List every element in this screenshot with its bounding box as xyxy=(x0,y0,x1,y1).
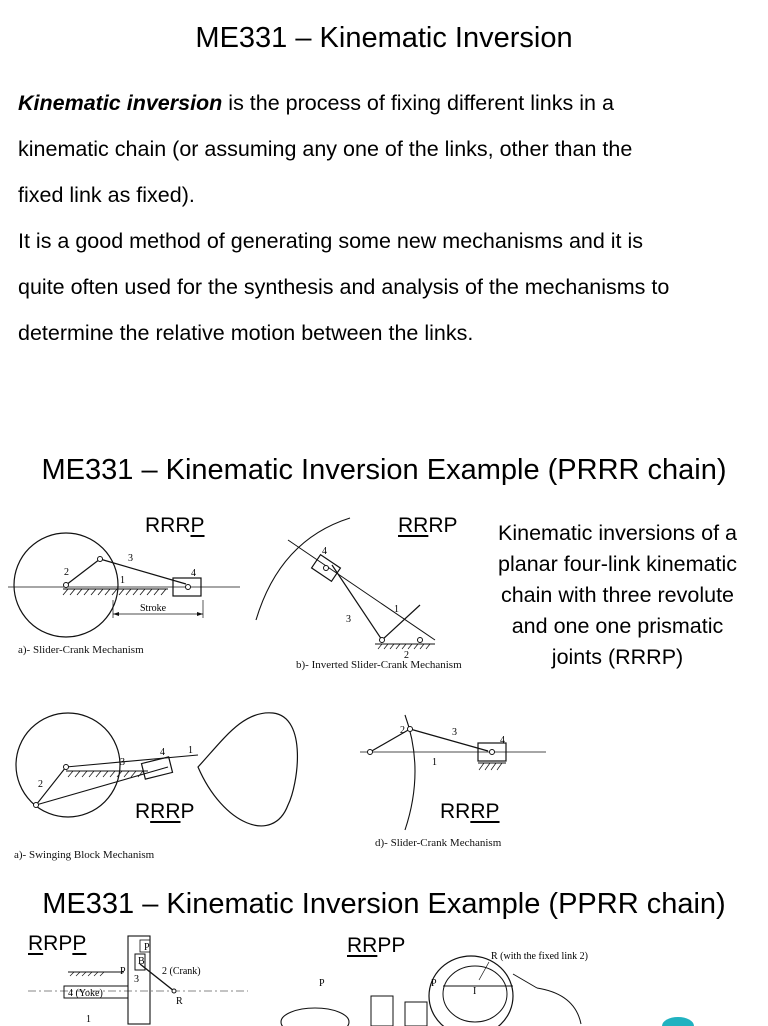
svg-text:2: 2 xyxy=(400,725,405,736)
svg-text:4: 4 xyxy=(160,747,165,758)
side-note: Kinematic inversions of a planar four-link kinematic chain with three revolute and one one prismatic joints (RRRP) xyxy=(498,521,737,669)
stroke-label: Stroke xyxy=(140,603,167,614)
yoke-label: 4 (Yoke) xyxy=(68,988,103,999)
slide3-title: ME331 – Kinematic Inversion Example (PPRR chain) xyxy=(42,888,726,920)
svg-text:1: 1 xyxy=(120,575,125,586)
svg-text:B: B xyxy=(138,956,145,967)
svg-text:P: P xyxy=(319,978,325,989)
chain-code-left: RRPP xyxy=(28,932,87,955)
svg-text:P: P xyxy=(120,966,126,977)
svg-text:3: 3 xyxy=(134,974,139,985)
swinging-block-diagram xyxy=(8,705,298,845)
svg-text:4: 4 xyxy=(322,546,327,557)
fixed-link-note: R (with the fixed link 2) xyxy=(491,951,588,962)
caption-swinging-block: a)- Swinging Block Mechanism xyxy=(14,849,155,861)
svg-text:2: 2 xyxy=(64,567,69,578)
slide1-body xyxy=(18,80,753,356)
body-line-6: determine the relative motion between the links. xyxy=(18,321,474,345)
caption-slider-crank: a)- Slider-Crank Mechanism xyxy=(18,644,144,656)
crank-label: 2 (Crank) xyxy=(162,966,201,977)
svg-text:3: 3 xyxy=(452,727,457,738)
svg-text:2: 2 xyxy=(38,779,43,790)
definition-line xyxy=(18,80,753,126)
svg-text:1: 1 xyxy=(394,604,399,615)
svg-text:3: 3 xyxy=(346,614,351,625)
svg-text:4: 4 xyxy=(191,568,196,579)
svg-text:P: P xyxy=(144,942,150,953)
body-line-3: fixed link as fixed). xyxy=(18,183,195,207)
svg-text:P: P xyxy=(431,978,437,989)
caption-inverted-slider-crank: b)- Inverted Slider-Crank Mechanism xyxy=(296,659,462,671)
svg-text:2: 2 xyxy=(404,650,409,661)
body-line-2: kinematic chain (or assuming any one of the links, other than the xyxy=(18,137,633,161)
slider-crank-diagram xyxy=(8,540,248,660)
svg-text:4: 4 xyxy=(500,735,505,746)
chain-code-a: RRRP xyxy=(145,514,205,537)
chain-code-c: RRRP xyxy=(135,800,195,823)
definition-text: is the process of fixing different links in a xyxy=(222,91,614,115)
body-line-4: It is a good method of generating some new mechanisms and it is xyxy=(18,229,644,253)
svg-text:3: 3 xyxy=(120,757,125,768)
svg-text:R: R xyxy=(176,996,183,1007)
definition-term: Kinematic inversion xyxy=(18,91,223,115)
chain-code-right: RRPP xyxy=(347,934,406,957)
svg-text:I: I xyxy=(473,986,477,997)
scotch-yoke-diagram xyxy=(28,934,258,1024)
inverted-slider-crank-diagram xyxy=(250,510,470,660)
svg-text:1: 1 xyxy=(188,745,193,756)
chain-code-d: RRRP xyxy=(440,800,500,823)
oldham-coupling-diagram xyxy=(275,944,605,1024)
chain-code-b: RRRP xyxy=(398,514,458,537)
svg-text:3: 3 xyxy=(128,553,133,564)
slide1-title: ME331 – Kinematic Inversion xyxy=(195,22,573,54)
slide2-title: ME331 – Kinematic Inversion Example (PRRR chain) xyxy=(41,454,727,486)
svg-text:1: 1 xyxy=(86,1014,91,1025)
svg-text:1: 1 xyxy=(432,757,437,768)
body-line-5: quite often used for the synthesis and analysis of the mechanisms to xyxy=(18,275,670,299)
slider-crank-variant-diagram xyxy=(360,705,550,835)
caption-slider-crank-d: d)- Slider-Crank Mechanism xyxy=(375,837,502,849)
